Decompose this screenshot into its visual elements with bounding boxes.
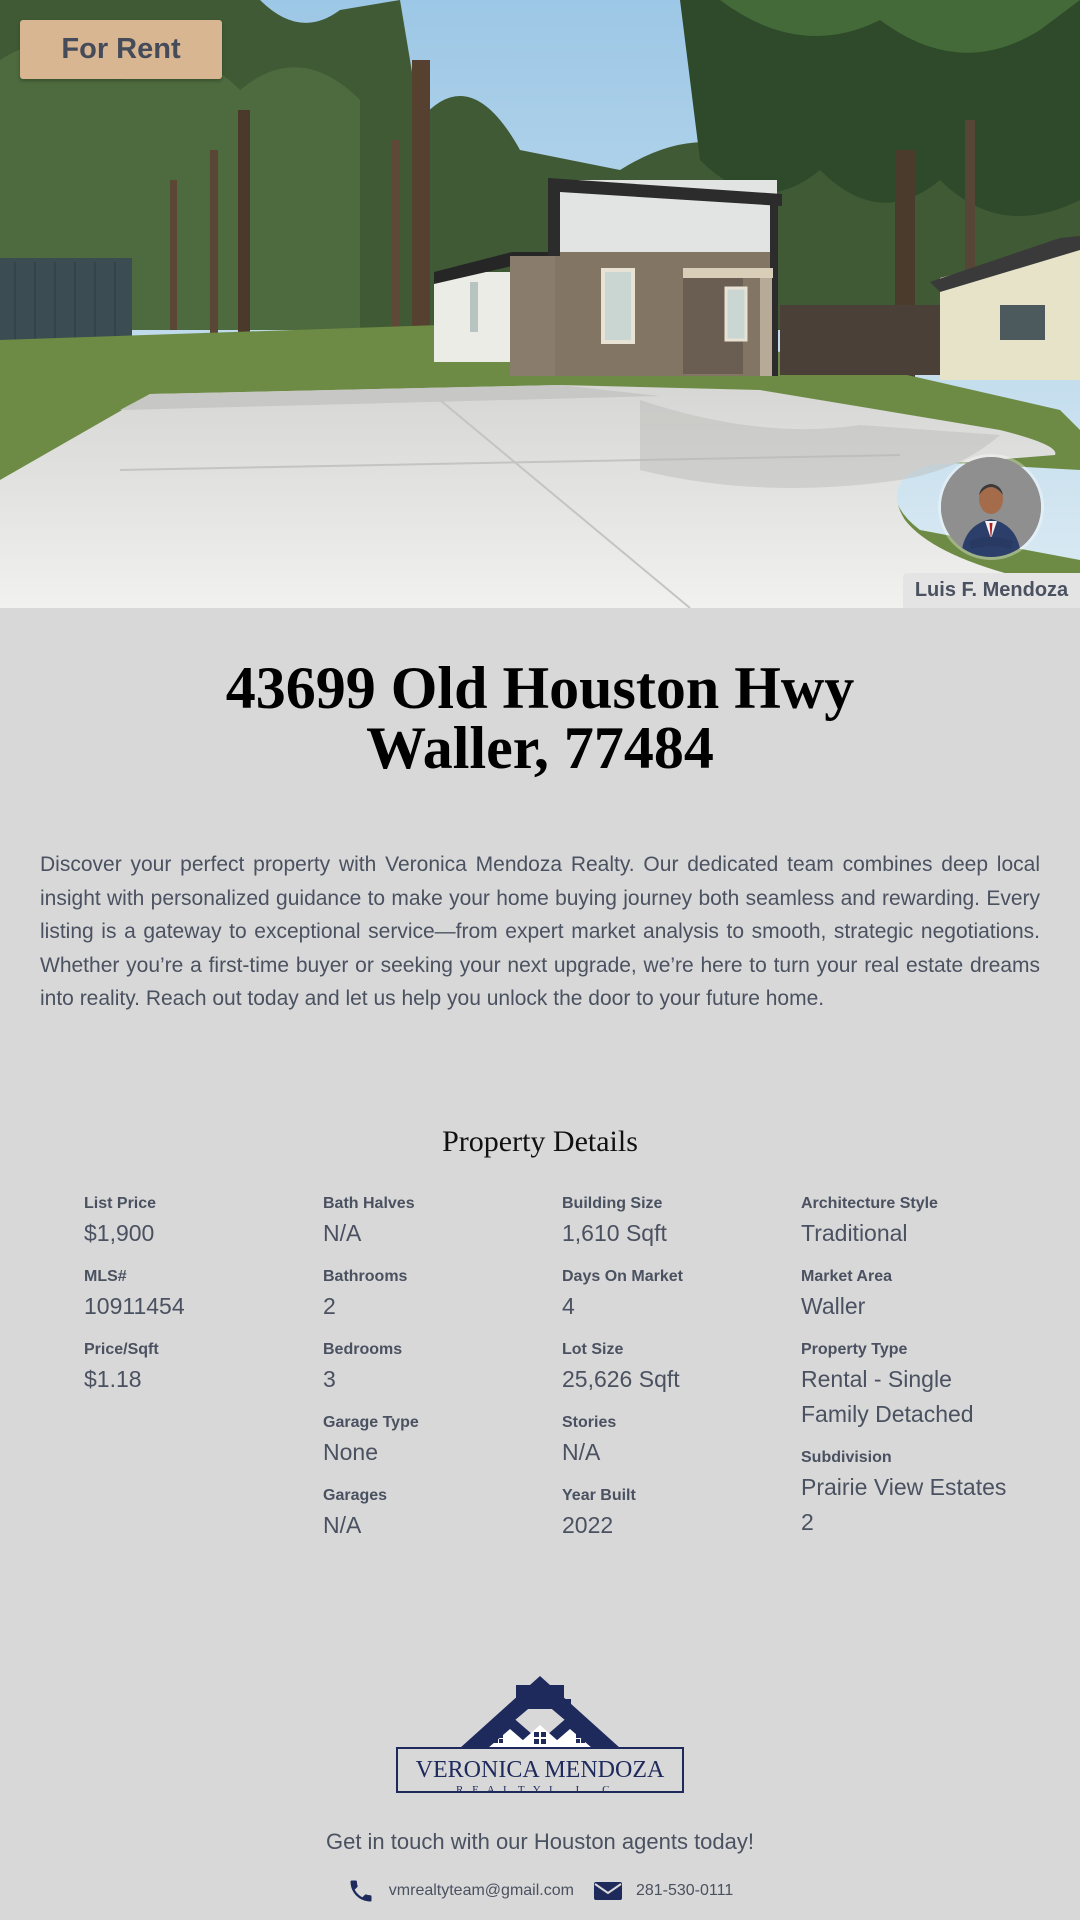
detail-subdivision: [801, 1448, 1021, 1540]
detail-label: MLS#: [84, 1268, 127, 1285]
detail-label: Year Built: [562, 1487, 636, 1504]
detail-label: Subdivision: [801, 1449, 892, 1466]
detail-label: Stories: [562, 1414, 617, 1431]
logo-name: VERONICA MENDOZA: [415, 1757, 665, 1783]
envelope-icon: [594, 1880, 622, 1902]
details-column-3: [562, 1194, 782, 1559]
contact-email[interactable]: vmrealtyteam@gmail.com: [388, 1882, 574, 1899]
address-street: 43699 Old Houston Hwy: [225, 655, 855, 721]
detail-label: Bathrooms: [323, 1268, 408, 1285]
detail-value: Prairie View Estates 2: [801, 1474, 1007, 1535]
detail-value: 3: [323, 1366, 336, 1392]
detail-bedrooms: [323, 1340, 543, 1397]
detail-value: N/A: [562, 1439, 601, 1465]
detail-value: Waller: [801, 1293, 866, 1319]
phone-icon: [347, 1877, 375, 1905]
details-column-1: [84, 1194, 304, 1413]
detail-garages: [323, 1486, 543, 1543]
detail-value: N/A: [323, 1220, 362, 1246]
detail-price-per-sqft: [84, 1340, 304, 1397]
detail-value: $1.18: [84, 1366, 142, 1392]
listing-description: Discover your perfect property with Veronica Mendoza Realty. Our dedicated team combines deep local insight with personalized guidance to make your home buying journey both seamless and rewarding. Every listing is a gateway to exceptional service—from expert market analysis to smooth, strategic negotiations. Whether you’re a first-time buyer or seeking your next upgrade, we’re here to turn your real estate dreams into reality. Reach out today and let us help you unlock the door to your future home.: [40, 853, 1040, 1011]
detail-garage-type: [323, 1413, 543, 1470]
detail-value: Rental - Single Family Detached: [801, 1366, 974, 1427]
house-roof-logo-icon: [392, 1675, 688, 1803]
detail-label: List Price: [84, 1195, 157, 1212]
detail-value: 4: [562, 1293, 575, 1319]
detail-market-area: [801, 1267, 1021, 1324]
detail-label: Building Size: [562, 1195, 663, 1212]
agent-name[interactable]: Luis F. Mendoza: [903, 573, 1080, 608]
detail-bath-halves: [323, 1194, 543, 1251]
detail-label: Garage Type: [323, 1414, 419, 1431]
detail-property-type: [801, 1340, 1021, 1432]
detail-label: Price/Sqft: [84, 1341, 159, 1358]
hero-photo: [0, 0, 1080, 608]
contact-cta: Get in touch with our Houston agents today!: [325, 1829, 755, 1854]
detail-label: Market Area: [801, 1268, 893, 1285]
detail-value: 2022: [562, 1512, 614, 1538]
detail-label: Architecture Style: [801, 1195, 938, 1212]
address-city-zip: Waller, 77484: [366, 715, 714, 781]
agent-avatar: [941, 457, 1041, 557]
email-link[interactable]: [347, 1877, 574, 1905]
detail-value: 2: [323, 1293, 336, 1319]
details-column-4: [801, 1194, 1021, 1556]
detail-architecture-style: [801, 1194, 1021, 1251]
logo-sub: R E A L T Y L . L . C .: [455, 1784, 625, 1796]
detail-label: Lot Size: [562, 1341, 624, 1358]
detail-value: None: [323, 1439, 378, 1465]
detail-value: 10911454: [84, 1293, 185, 1319]
detail-year-built: [562, 1486, 782, 1543]
detail-mls: [84, 1267, 304, 1324]
agent-portrait: [941, 457, 1041, 557]
house-photo: [0, 0, 1080, 608]
detail-days-on-market: [562, 1267, 782, 1324]
phone-link[interactable]: [594, 1880, 733, 1902]
detail-list-price: [84, 1194, 304, 1251]
detail-label: Garages: [323, 1487, 388, 1504]
listing-address: [0, 655, 1080, 781]
property-details-heading: Property Details: [442, 1125, 638, 1158]
brand-logo: [392, 1675, 688, 1803]
for-rent-badge: For Rent: [20, 20, 222, 79]
detail-value: N/A: [323, 1512, 362, 1538]
contact-row: [0, 1876, 1080, 1906]
detail-label: Days On Market: [562, 1268, 683, 1285]
detail-value: Traditional: [801, 1220, 908, 1246]
detail-label: Bedrooms: [323, 1341, 403, 1358]
detail-value: 1,610 Sqft: [562, 1220, 667, 1246]
detail-label: Property Type: [801, 1341, 908, 1358]
detail-value: 25,626 Sqft: [562, 1366, 680, 1392]
detail-label: Bath Halves: [323, 1195, 415, 1212]
contact-phone[interactable]: 281-530-0111: [635, 1882, 734, 1899]
detail-lot-size: [562, 1340, 782, 1397]
detail-bathrooms: [323, 1267, 543, 1324]
detail-stories: [562, 1413, 782, 1470]
detail-value: $1,900: [84, 1220, 155, 1246]
detail-building-size: [562, 1194, 782, 1251]
details-column-2: [323, 1194, 543, 1559]
